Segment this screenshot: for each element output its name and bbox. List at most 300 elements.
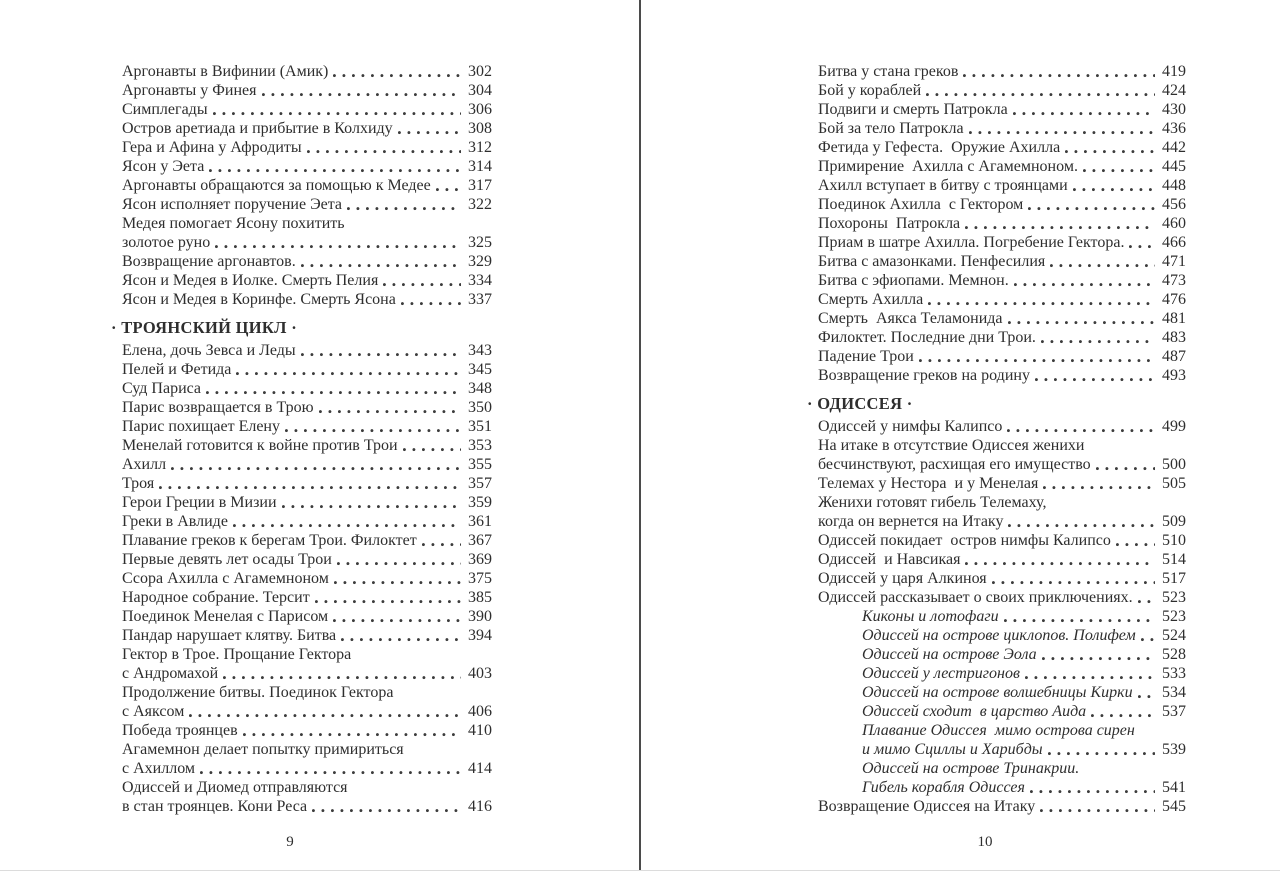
toc-entry bbox=[122, 100, 492, 119]
entry-title: Агамемнон делает попытку примириться bbox=[122, 741, 404, 758]
dot-leader bbox=[337, 561, 461, 566]
toc-entry-line bbox=[122, 157, 492, 176]
dot-leader bbox=[1116, 542, 1155, 547]
entry-title: с Аяксом bbox=[122, 703, 185, 720]
toc-entry bbox=[122, 360, 492, 379]
toc-entry bbox=[122, 214, 492, 252]
toc-entry-continued-line bbox=[818, 436, 1186, 455]
toc-entry-line bbox=[122, 664, 492, 683]
toc-entry-line bbox=[122, 512, 492, 531]
left-page-number: 9 bbox=[286, 834, 294, 850]
entry-title: бесчинствуют, расхищая его имущество bbox=[818, 456, 1091, 473]
toc-entry-line bbox=[818, 176, 1186, 195]
toc-entry bbox=[818, 328, 1186, 347]
entry-title: Одиссей покидает остров нимфы Калипсо bbox=[818, 532, 1111, 549]
toc-entry bbox=[818, 759, 1186, 797]
entry-page-number: 312 bbox=[468, 139, 492, 156]
dot-leader bbox=[1014, 282, 1155, 287]
entry-page-number: 359 bbox=[468, 494, 492, 511]
entry-page-number: 410 bbox=[468, 722, 492, 739]
toc-entry bbox=[818, 309, 1186, 328]
entry-title: Одиссей сходит в царство Аида bbox=[862, 703, 1087, 720]
toc-entry bbox=[122, 176, 492, 195]
entry-page-number: 369 bbox=[468, 551, 492, 568]
dot-leader bbox=[171, 466, 461, 471]
toc-entry bbox=[122, 721, 492, 740]
toc-entry-line bbox=[122, 290, 492, 309]
entry-page-number: 385 bbox=[468, 589, 492, 606]
dot-leader bbox=[383, 282, 461, 287]
toc-entry bbox=[818, 62, 1186, 81]
dot-leader bbox=[236, 371, 461, 376]
entry-title: золотое руно bbox=[122, 234, 211, 251]
entry-page-number: 351 bbox=[468, 418, 492, 435]
toc-entry bbox=[122, 550, 492, 569]
dot-leader bbox=[403, 447, 461, 452]
toc-entry-line bbox=[818, 347, 1186, 366]
toc-entry-line bbox=[122, 176, 492, 195]
toc-entry bbox=[122, 740, 492, 778]
dot-leader bbox=[315, 599, 461, 604]
entry-title: Одиссей у нимфы Калипсо bbox=[818, 418, 1003, 435]
toc-entry bbox=[818, 252, 1186, 271]
toc-entry-line bbox=[818, 138, 1186, 157]
entry-page-number: 466 bbox=[1162, 234, 1186, 251]
toc-entry-line bbox=[122, 195, 492, 214]
dot-leader bbox=[209, 168, 461, 173]
entry-title: Одиссей на острове Тринакрии. bbox=[862, 760, 1080, 777]
dot-leader bbox=[1083, 168, 1155, 173]
toc-entry-line bbox=[818, 417, 1186, 436]
toc-entry bbox=[818, 607, 1186, 626]
entry-title: Гектор в Трое. Прощание Гектора bbox=[122, 646, 352, 663]
dot-leader bbox=[1035, 377, 1155, 382]
toc-entry-line bbox=[122, 569, 492, 588]
entry-title: Аргонавты у Финея bbox=[122, 82, 257, 99]
toc-entry bbox=[818, 436, 1186, 474]
dot-leader bbox=[301, 352, 461, 357]
toc-entry-line bbox=[818, 195, 1186, 214]
toc-entry-line bbox=[122, 360, 492, 379]
entry-title: Смерть Ахилла bbox=[818, 291, 924, 308]
entry-title: Победа троянцев bbox=[122, 722, 238, 739]
entry-page-number: 430 bbox=[1162, 101, 1186, 118]
entry-page-number: 414 bbox=[468, 760, 492, 777]
entry-title: Киконы и лотофаги bbox=[862, 608, 999, 625]
toc-entry-line bbox=[818, 233, 1186, 252]
entry-page-number: 337 bbox=[468, 291, 492, 308]
dot-leader bbox=[262, 92, 461, 97]
entry-title: Смерть Аякса Теламонида bbox=[818, 310, 1003, 327]
toc-entry-line bbox=[818, 290, 1186, 309]
dot-leader bbox=[333, 618, 461, 623]
toc-entry-line bbox=[122, 138, 492, 157]
entry-title: Троя bbox=[122, 475, 155, 492]
entry-page-number: 471 bbox=[1162, 253, 1186, 270]
entry-page-number: 419 bbox=[1162, 63, 1186, 80]
entry-page-number: 487 bbox=[1162, 348, 1186, 365]
entry-page-number: 361 bbox=[468, 513, 492, 530]
entry-page-number: 524 bbox=[1162, 627, 1186, 644]
entry-title: Герои Греции в Мизии bbox=[122, 494, 277, 511]
toc-entry-line bbox=[122, 721, 492, 740]
toc-entry-line bbox=[122, 417, 492, 436]
toc-entry bbox=[122, 119, 492, 138]
dot-leader bbox=[1004, 618, 1155, 623]
toc-entry-line bbox=[818, 569, 1186, 588]
entry-page-number: 509 bbox=[1162, 513, 1186, 530]
toc-entry bbox=[122, 626, 492, 645]
entry-title: Пелей и Фетида bbox=[122, 361, 232, 378]
toc-entry bbox=[122, 398, 492, 417]
entry-title: Ясон у Эета bbox=[122, 158, 205, 175]
toc-entry bbox=[122, 157, 492, 176]
dot-leader bbox=[1138, 599, 1155, 604]
toc-entry bbox=[818, 702, 1186, 721]
toc-entry bbox=[122, 512, 492, 531]
toc-entry bbox=[122, 252, 492, 271]
dot-leader bbox=[1129, 244, 1155, 249]
toc-entry-line bbox=[818, 157, 1186, 176]
toc-entry-line bbox=[818, 366, 1186, 385]
entry-page-number: 302 bbox=[468, 63, 492, 80]
toc-entry-line bbox=[818, 252, 1186, 271]
dot-leader bbox=[1028, 206, 1155, 211]
toc-entry-line bbox=[122, 607, 492, 626]
toc-entry-line bbox=[862, 778, 1186, 797]
entry-title: Бой у кораблей bbox=[818, 82, 922, 99]
dot-leader bbox=[319, 409, 461, 414]
toc-entry bbox=[818, 119, 1186, 138]
toc-entry-line bbox=[862, 626, 1186, 645]
toc-entry-continued-line bbox=[862, 759, 1186, 778]
entry-page-number: 460 bbox=[1162, 215, 1186, 232]
toc-entry bbox=[818, 797, 1186, 816]
toc-entry-line bbox=[122, 233, 492, 252]
dot-leader bbox=[919, 358, 1155, 363]
entry-title: Плавание Одиссея мимо острова сирен bbox=[862, 722, 1135, 739]
entry-page-number: 348 bbox=[468, 380, 492, 397]
dot-leader bbox=[233, 523, 461, 528]
toc-entry-line bbox=[818, 550, 1186, 569]
entry-title: Женихи готовят гибель Телемаху, bbox=[818, 494, 1047, 511]
right-page-toc-column bbox=[807, 62, 1186, 816]
entry-title: Ясон исполняет поручение Эета bbox=[122, 196, 343, 213]
toc-entry-line bbox=[122, 271, 492, 290]
toc-entry bbox=[122, 683, 492, 721]
entry-title: Битва у стана греков bbox=[818, 63, 959, 80]
bottom-rule bbox=[0, 870, 1280, 871]
toc-entry bbox=[122, 493, 492, 512]
dot-leader bbox=[1013, 111, 1155, 116]
entry-page-number: 510 bbox=[1162, 532, 1186, 549]
entry-page-number: 436 bbox=[1162, 120, 1186, 137]
dot-leader bbox=[301, 263, 461, 268]
toc-entry bbox=[122, 569, 492, 588]
entry-title: Менелай готовится к войне против Трои bbox=[122, 437, 398, 454]
toc-entry bbox=[122, 607, 492, 626]
toc-entry-line bbox=[818, 100, 1186, 119]
toc-entry-line bbox=[818, 797, 1186, 816]
toc-entry-continued-line bbox=[122, 778, 492, 797]
dot-leader bbox=[307, 149, 461, 154]
toc-entry-line bbox=[122, 474, 492, 493]
dot-leader bbox=[1040, 808, 1155, 813]
entry-page-number: 517 bbox=[1162, 570, 1186, 587]
dot-leader bbox=[347, 206, 461, 211]
toc-entry bbox=[122, 531, 492, 550]
entry-page-number: 394 bbox=[468, 627, 492, 644]
entry-title: Гибель корабля Одиссея bbox=[862, 779, 1025, 796]
entry-title: Симплегады bbox=[122, 101, 208, 118]
entry-page-number: 353 bbox=[468, 437, 492, 454]
entry-title: Суд Париса bbox=[122, 380, 202, 397]
dot-leader bbox=[159, 485, 461, 490]
toc-entry-line bbox=[818, 588, 1186, 607]
toc-entry bbox=[818, 271, 1186, 290]
toc-entry-continued-line bbox=[122, 740, 492, 759]
dot-leader bbox=[213, 111, 461, 116]
dot-leader bbox=[422, 542, 461, 547]
dot-leader bbox=[1008, 320, 1155, 325]
toc-entry-line bbox=[818, 81, 1186, 100]
toc-entry-continued-line bbox=[122, 683, 492, 702]
toc-entry bbox=[122, 436, 492, 455]
dot-leader bbox=[1138, 694, 1155, 699]
entry-title: Парис возвращается в Трою bbox=[122, 399, 314, 416]
dot-leader bbox=[1050, 263, 1155, 268]
entry-page-number: 545 bbox=[1162, 798, 1186, 815]
dot-leader bbox=[1141, 637, 1155, 642]
entry-title: Одиссей на острове циклопов. Полифем bbox=[862, 627, 1136, 644]
toc-entry-line bbox=[122, 759, 492, 778]
entry-title: Пандар нарушает клятву. Битва bbox=[122, 627, 337, 644]
entry-title: Подвиги и смерть Патрокла bbox=[818, 101, 1008, 118]
dot-leader bbox=[992, 580, 1155, 585]
entry-title: Ясон и Медея в Иолке. Смерть Пелия bbox=[122, 272, 379, 289]
toc-entry-line bbox=[122, 398, 492, 417]
entry-page-number: 493 bbox=[1162, 367, 1186, 384]
toc-entry-line bbox=[122, 119, 492, 138]
toc-entry bbox=[818, 588, 1186, 607]
dot-leader bbox=[206, 390, 461, 395]
toc-entry bbox=[818, 493, 1186, 531]
entry-title: Филоктет. Последние дни Трои. bbox=[818, 329, 1036, 346]
right-page-number: 10 bbox=[977, 834, 993, 850]
entry-page-number: 317 bbox=[468, 177, 492, 194]
toc-entry-continued-line bbox=[862, 721, 1186, 740]
entry-page-number: 473 bbox=[1162, 272, 1186, 289]
dot-leader bbox=[1041, 339, 1155, 344]
section-heading: · ТРОЯНСКИЙ ЦИКЛ · bbox=[111, 318, 298, 337]
entry-title: Телемах у Нестора и у Менелая bbox=[818, 475, 1039, 492]
toc-entry bbox=[818, 645, 1186, 664]
dot-leader bbox=[1008, 523, 1155, 528]
toc-entry-line bbox=[122, 252, 492, 271]
entry-title: Похороны Патрокла bbox=[818, 215, 961, 232]
dot-leader bbox=[1065, 149, 1155, 154]
toc-entry bbox=[122, 138, 492, 157]
entry-title: Одиссей и Навсикая bbox=[818, 551, 961, 568]
entry-title: Одиссей и Диомед отправляются bbox=[122, 779, 348, 796]
entry-page-number: 306 bbox=[468, 101, 492, 118]
toc-entry bbox=[818, 81, 1186, 100]
entry-page-number: 537 bbox=[1162, 703, 1186, 720]
toc-entry-line bbox=[122, 100, 492, 119]
entry-title: Битва с эфиопами. Мемнон. bbox=[818, 272, 1009, 289]
dot-leader bbox=[436, 187, 461, 192]
toc-entry bbox=[122, 62, 492, 81]
entry-title: Одиссей на острове Эола bbox=[862, 646, 1037, 663]
entry-page-number: 325 bbox=[468, 234, 492, 251]
toc-entry-line bbox=[122, 702, 492, 721]
toc-entry-line bbox=[122, 531, 492, 550]
entry-title: Возвращение Одиссея на Итаку bbox=[818, 798, 1036, 815]
entry-title: Елена, дочь Зевса и Леды bbox=[122, 342, 296, 359]
dot-leader bbox=[1025, 675, 1155, 680]
dot-leader bbox=[285, 428, 461, 433]
entry-title: Плавание греков к берегам Трои. Филоктет bbox=[122, 532, 417, 549]
entry-title: Приам в шатре Ахилла. Погребение Гектора. bbox=[818, 234, 1125, 251]
dot-leader bbox=[334, 580, 461, 585]
toc-entry-continued-line bbox=[122, 645, 492, 664]
toc-entry bbox=[122, 778, 492, 816]
toc-entry bbox=[122, 341, 492, 360]
dot-leader bbox=[1091, 713, 1155, 718]
entry-page-number: 456 bbox=[1162, 196, 1186, 213]
dot-leader bbox=[333, 73, 461, 78]
toc-entry bbox=[122, 195, 492, 214]
entry-page-number: 481 bbox=[1162, 310, 1186, 327]
dot-leader bbox=[1030, 789, 1155, 794]
entry-title: Аргонавты обращаются за помощью к Медее bbox=[122, 177, 431, 194]
entry-page-number: 500 bbox=[1162, 456, 1186, 473]
dot-leader bbox=[312, 808, 461, 813]
entry-title: Продолжение битвы. Поединок Гектора bbox=[122, 684, 394, 701]
entry-page-number: 350 bbox=[468, 399, 492, 416]
toc-entry bbox=[818, 347, 1186, 366]
dot-leader bbox=[341, 637, 461, 642]
entry-page-number: 533 bbox=[1162, 665, 1186, 682]
entry-title: Поединок Ахилла с Гектором bbox=[818, 196, 1024, 213]
entry-page-number: 539 bbox=[1162, 741, 1186, 758]
toc-entry-line bbox=[122, 550, 492, 569]
entry-title: с Ахиллом bbox=[122, 760, 196, 777]
entry-title: Одиссей на острове волшебницы Кирки bbox=[862, 684, 1133, 701]
toc-entry bbox=[818, 195, 1186, 214]
toc-entry-line bbox=[122, 341, 492, 360]
dot-leader bbox=[1096, 466, 1155, 471]
entry-page-number: 343 bbox=[468, 342, 492, 359]
toc-entry-line bbox=[818, 309, 1186, 328]
toc-entry-line bbox=[818, 271, 1186, 290]
entry-title: Возвращение греков на родину bbox=[818, 367, 1030, 384]
toc-entry-continued-line bbox=[818, 493, 1186, 512]
entry-title: Примирение Ахилла с Агамемноном. bbox=[818, 158, 1078, 175]
entry-title: Гера и Афина у Афродиты bbox=[122, 139, 302, 156]
toc-entry-line bbox=[818, 455, 1186, 474]
entry-page-number: 322 bbox=[468, 196, 492, 213]
entry-page-number: 445 bbox=[1162, 158, 1186, 175]
entry-page-number: 534 bbox=[1162, 684, 1186, 701]
entry-title: Бой за тело Патрокла bbox=[818, 120, 964, 137]
dot-leader bbox=[1048, 751, 1155, 756]
entry-title: Битва с амазонками. Пенфесилия bbox=[818, 253, 1046, 270]
toc-entry-line bbox=[122, 588, 492, 607]
entry-title: Возвращение аргонавтов. bbox=[122, 253, 296, 270]
toc-entry-line bbox=[122, 797, 492, 816]
dot-leader bbox=[189, 713, 461, 718]
dot-leader bbox=[965, 225, 1155, 230]
entry-page-number: 523 bbox=[1162, 589, 1186, 606]
toc-entry-line bbox=[862, 607, 1186, 626]
toc-entry bbox=[818, 664, 1186, 683]
entry-title: Первые девять лет осады Трои bbox=[122, 551, 332, 568]
entry-page-number: 403 bbox=[468, 665, 492, 682]
entry-title: Одиссей у царя Алкиноя bbox=[818, 570, 987, 587]
toc-entry bbox=[122, 645, 492, 683]
entry-page-number: 523 bbox=[1162, 608, 1186, 625]
dot-leader bbox=[928, 301, 1155, 306]
dot-leader bbox=[243, 732, 461, 737]
entry-title: Одиссей рассказывает о своих приключениях. bbox=[818, 589, 1133, 606]
entry-page-number: 416 bbox=[468, 798, 492, 815]
toc-entry bbox=[818, 626, 1186, 645]
toc-entry bbox=[122, 455, 492, 474]
dot-leader bbox=[398, 130, 461, 135]
toc-entry-line bbox=[818, 119, 1186, 138]
toc-entry-line bbox=[122, 455, 492, 474]
toc-entry bbox=[818, 569, 1186, 588]
toc-entry bbox=[122, 588, 492, 607]
entry-page-number: 442 bbox=[1162, 139, 1186, 156]
entry-page-number: 375 bbox=[468, 570, 492, 587]
entry-page-number: 367 bbox=[468, 532, 492, 549]
toc-entry bbox=[818, 550, 1186, 569]
toc-entry-line bbox=[862, 702, 1186, 721]
entry-page-number: 357 bbox=[468, 475, 492, 492]
entry-page-number: 390 bbox=[468, 608, 492, 625]
entry-title: Ахилл bbox=[122, 456, 167, 473]
entry-page-number: 424 bbox=[1162, 82, 1186, 99]
entry-page-number: 541 bbox=[1162, 779, 1186, 796]
dot-leader bbox=[1043, 485, 1155, 490]
toc-entry bbox=[818, 531, 1186, 550]
section-heading: · ОДИССЕЯ · bbox=[807, 394, 913, 413]
toc-entry bbox=[818, 721, 1186, 759]
entry-title: На итаке в отсутствие Одиссея женихи bbox=[818, 437, 1085, 454]
entry-title: Ахилл вступает в битву с троянцами bbox=[818, 177, 1068, 194]
toc-entry-line bbox=[818, 214, 1186, 233]
toc-entry bbox=[818, 417, 1186, 436]
entry-page-number: 406 bbox=[468, 703, 492, 720]
toc-entry bbox=[818, 683, 1186, 702]
entry-title: Ссора Ахилла с Агамемноном bbox=[122, 570, 329, 587]
entry-page-number: 345 bbox=[468, 361, 492, 378]
dot-leader bbox=[965, 561, 1155, 566]
dot-leader bbox=[401, 301, 461, 306]
toc-entry-line bbox=[122, 436, 492, 455]
toc-entry bbox=[122, 417, 492, 436]
entry-title: когда он вернется на Итаку bbox=[818, 513, 1004, 530]
toc-entry-line bbox=[862, 645, 1186, 664]
dot-leader bbox=[1007, 428, 1155, 433]
toc-entry-line bbox=[862, 664, 1186, 683]
entry-title: Фетида у Гефеста. Оружие Ахилла bbox=[818, 139, 1061, 156]
entry-page-number: 334 bbox=[468, 272, 492, 289]
toc-entry-line bbox=[862, 740, 1186, 759]
toc-entry-line bbox=[818, 531, 1186, 550]
